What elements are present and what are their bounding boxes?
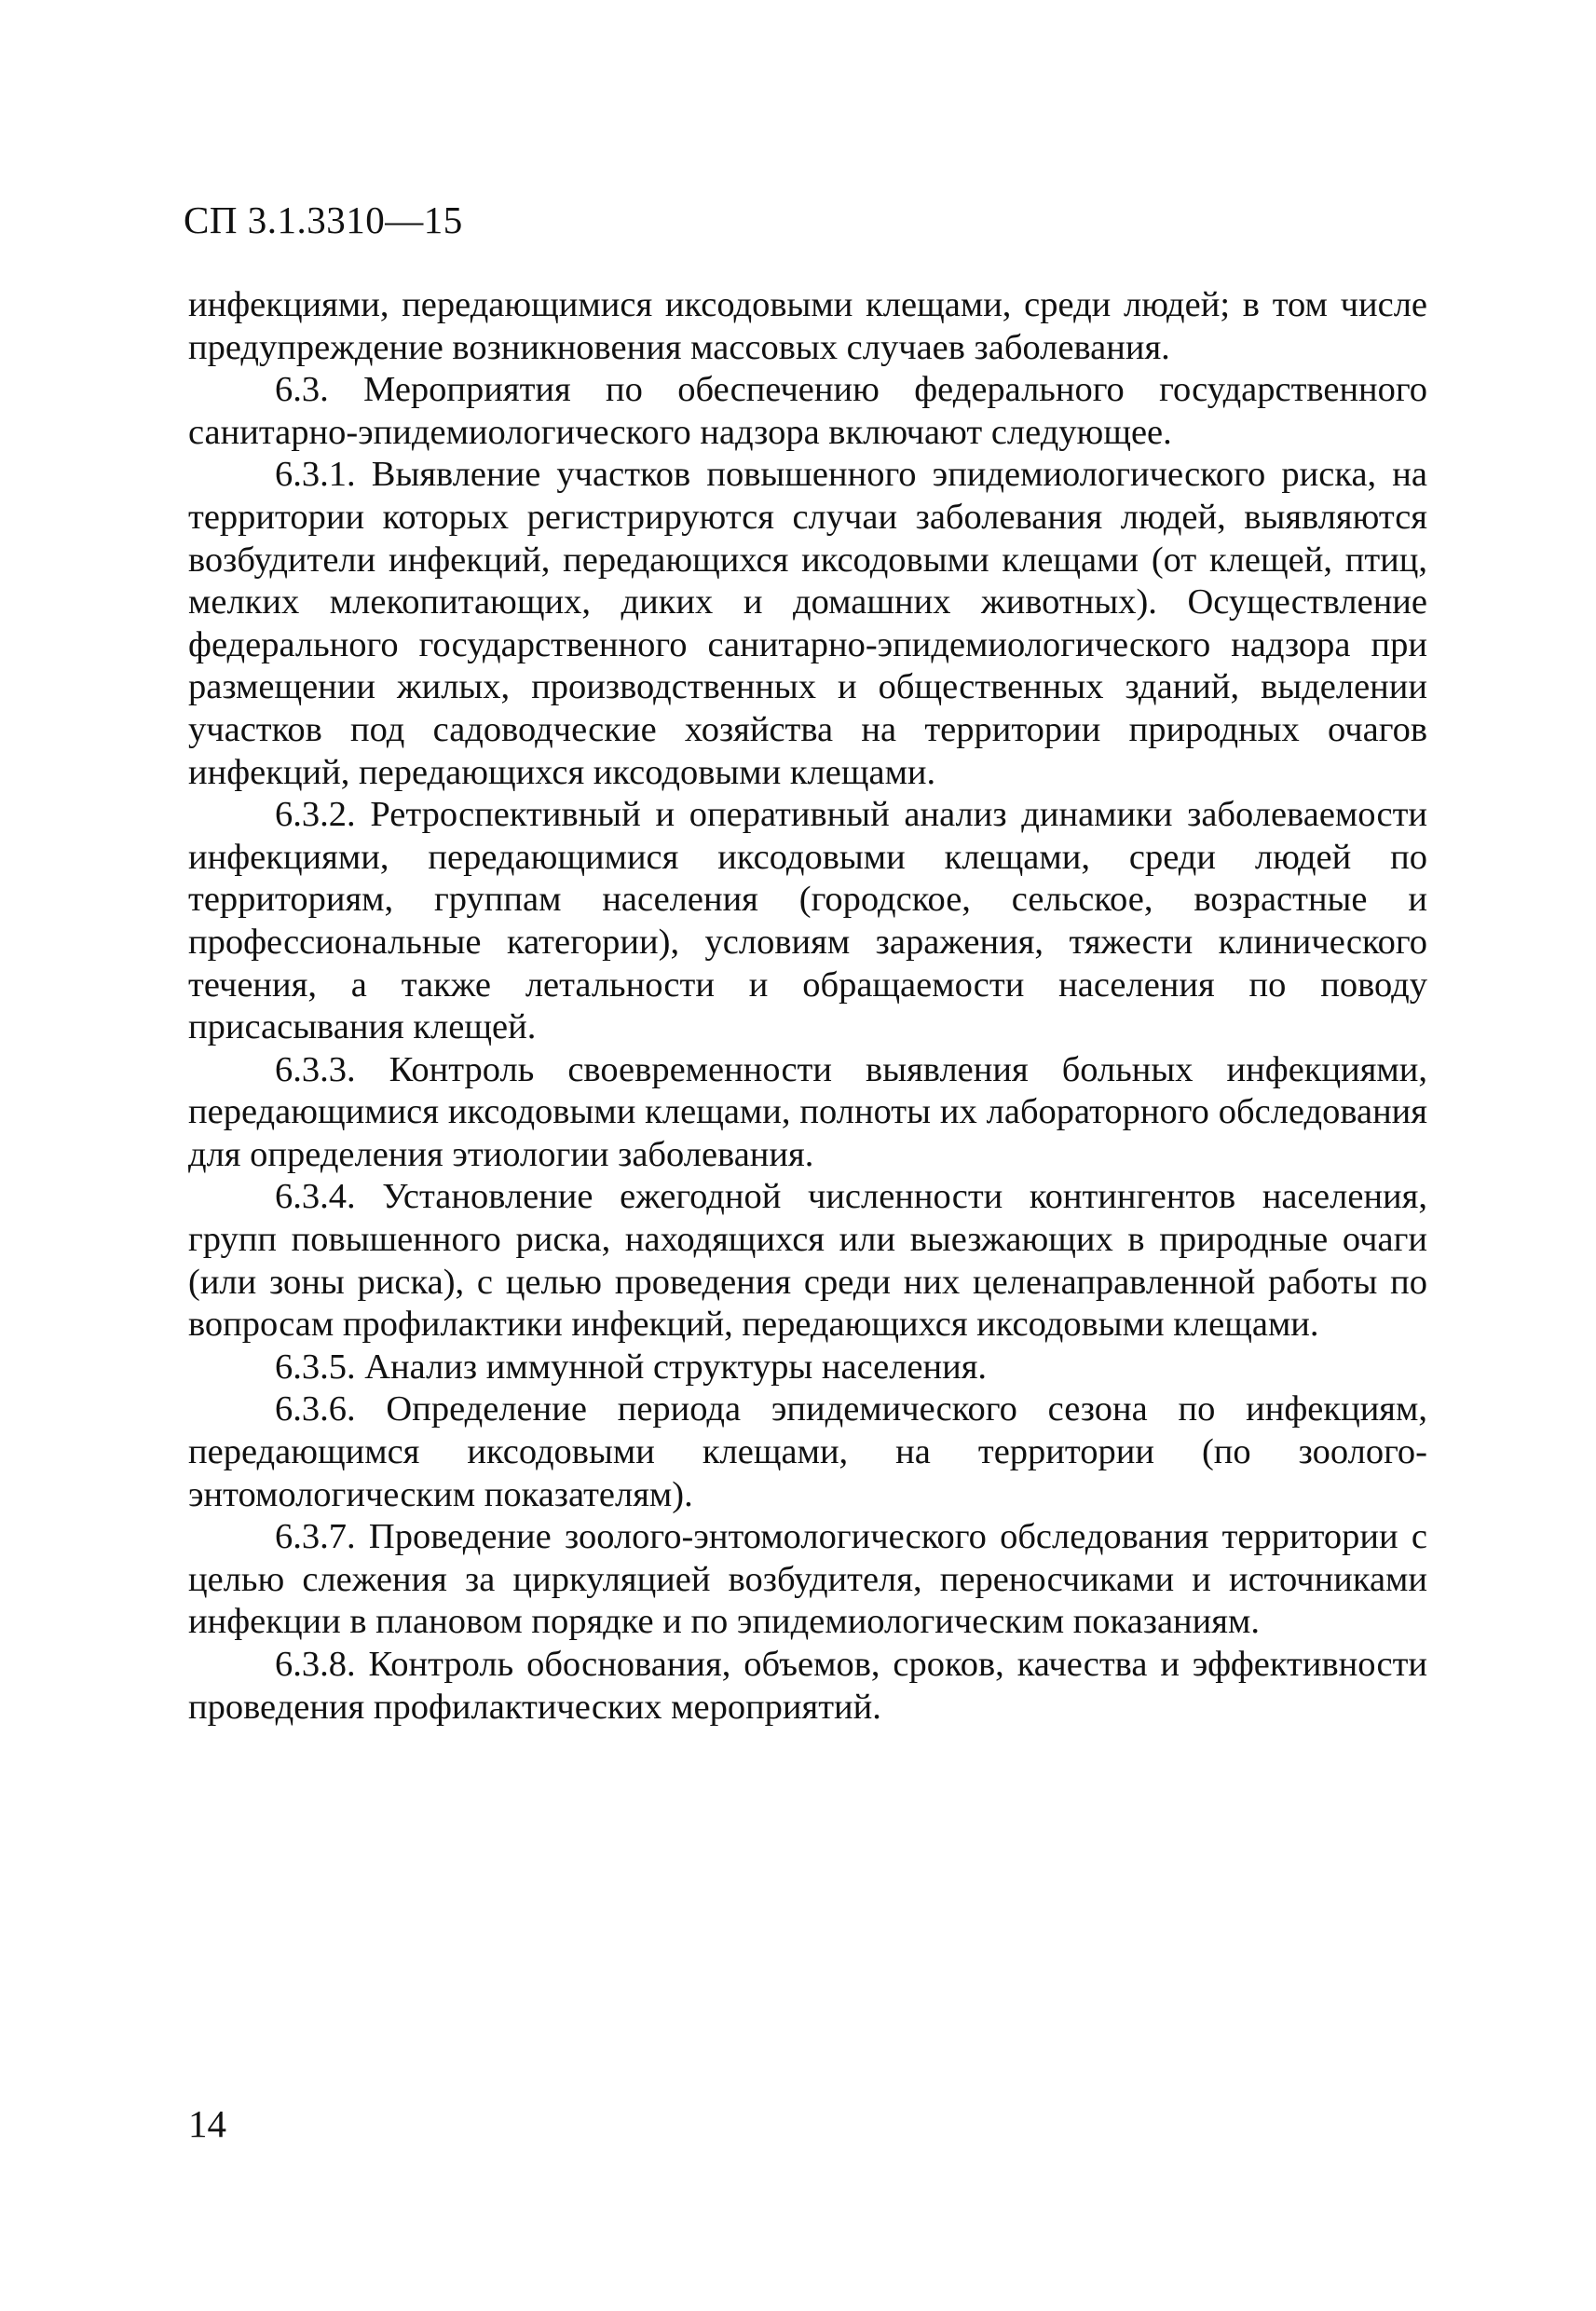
paragraph-6-3-7: 6.3.7. Проведение зоолого-энтомологического обследования территории с целью слежения за циркуляцией возбудителя, переносчиками и источниками инфекции в плановом порядке и по эпидемиологическим показаниям.	[188, 1517, 1427, 1642]
paragraph-6-3-5: 6.3.5. Анализ иммунной структуры населения.	[275, 1347, 988, 1387]
paragraph-6-3-2: 6.3.2. Ретроспективный и оперативный анализ динамики заболеваемости инфекциями, передающимися иксодовыми клещами, среди людей по территориям, группам населения (городское, сельское, возрастные и профессиональные категории), условиям заражения, тяжести клинического течения, а также летальности и обращаемости населения по поводу присасывания клещей.	[188, 795, 1427, 1047]
paragraph-continuation: инфекциями, передающимися иксодовыми клещами, среди людей; в том числе предупреждение возникновения массовых случаев заболевания.	[188, 285, 1427, 367]
paragraph-6-3-8: 6.3.8. Контроль обоснования, объемов, сроков, качества и эффективности проведения профилактических мероприятий.	[188, 1645, 1427, 1727]
paragraph-6-3-6: 6.3.6. Определение периода эпидемического сезона по инфекциям, передающимся иксодовыми клещами, на территории (по зоолого-энтомологическим показателям).	[188, 1389, 1427, 1514]
document-code-header: СП 3.1.3310—15	[184, 198, 463, 241]
paragraph-6-3-4: 6.3.4. Установление ежегодной численности контингентов населения, групп повышенного риска, находящихся или выезжающих в природные очаги (или зоны риска), с целью проведения среди них целенаправленной работы по вопросам профилактики инфекций, передающихся иксодовыми клещами.	[188, 1177, 1427, 1345]
paragraph-6-3-3: 6.3.3. Контроль своевременности выявления больных инфекциями, передающимися иксодовыми клещами, полноты их лабораторного обследования для определения этиологии заболевания.	[188, 1049, 1427, 1174]
paragraph-6-3-1: 6.3.1. Выявление участков повышенного эпидемиологического риска, на территории которых регистрируются случаи заболевания людей, выявляются возбудители инфекций, передающихся иксодовыми клещами (от клещей, птиц, мелких млекопитающих, диких и домашних животных). Осуществление федерального государственного санитарно-эпидемиологического надзора при размещении жилых, производственных и общественных зданий, выделении участков под садоводческие хозяйства на территории природных очагов инфекций, передающихся иксодовыми клещами.	[188, 455, 1427, 792]
paragraph-6-3: 6.3. Мероприятия по обеспечению федерального государственного санитарно-эпидемиологического надзора включают следующее.	[188, 370, 1427, 452]
document-body	[188, 284, 1427, 1729]
page-number: 14	[188, 2102, 226, 2145]
